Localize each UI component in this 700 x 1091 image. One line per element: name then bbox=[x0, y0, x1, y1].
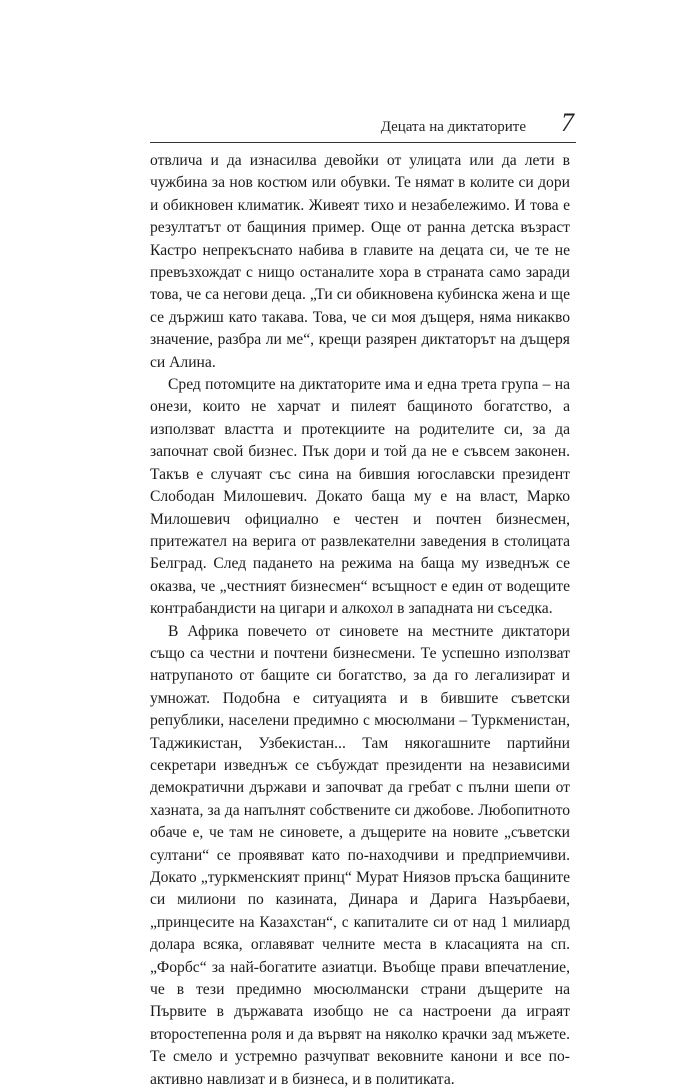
paragraph-3: В Африка повечето от синовете на местните диктатори също са честни и почтени бизнесмени. Те успешно използват натрупаното от бащите си богатство, за да го легализират и умножат. Подобна е ситуацията и в бившите съветски републики, населени предимно с мюсюлмани – Туркменистан, Таджикистан, Узбекистан... Там някогашните партийни секретари изведнъж се събуждат президенти на независими демократични държави и започват да гребат с пълни шепи от хазната, за да напълнят собствените си джобове. Любопитното обаче е, че там не синовете, а дъщерите на новите „съветски султани“ се проявяват като по-находчиви и предприемчиви. Докато „туркменският принц“ Мурат Ниязов пръска бащините си милиони по казината, Динара и Дарига Назърбаеви, „принцесите на Казахстан“, с капиталите си от над 1 милиард долара всяка, оглавяват челните места в класацията на сп. „Форбс“ за най-богатите азиатци. Въобще прави впечатление, че в тези предимно мюсюлмански страни дъщерите на Първите в държавата изобщо не са настроени да играят второстепенна роля и да вървят на няколко крачки зад мъжете. Те смело и устремно разчупват вековните канони и все по-активно навлизат и в бизнеса, и в политиката. bbox=[150, 622, 570, 1088]
running-header-title: Децата на диктаторите bbox=[380, 119, 526, 135]
page-number: 7 bbox=[561, 108, 574, 137]
paragraph-1: отвлича и да изнасилва девойки от улицата или да лети в чужбина за нов костюм или обувки. Те нямат в колите си дори и обикновен климатик. Живеят тихо и незабележимо. И това е резултатът от бащиния пример. Още от ранна детска възраст Кастро непрекъснато набива в главите на децата си, че те не превъзхождат с нищо останалите хора в страната само заради това, че са негови деца. „Ти си обикновена кубинска жена и ще се държиш като такава. Това, че си моя дъщеря, няма никакво значение, разбра ли ме“, крещи разярен диктаторът на дъщеря си Алина. bbox=[150, 152, 570, 371]
header-rule bbox=[150, 142, 576, 143]
paragraph-2: Сред потомците на диктаторите има и една трета група – на онези, които не харчат и пилеят бащиното богатство, а използват властта и протекциите на родителите си, за да започнат свой бизнес. Пък дори и той да не е съвсем законен. Такъв е случаят със сина на бившия югославски президент Слободан Милошевич. Докато баща му е на власт, Марко Милошевич официално е честен и почтен бизнесмен, притежател на верига от развлекателни заведения в столицата Белград. След падането на режима на баща му изведнъж се оказва, че „честният бизнесмен“ всъщност е един от водещите контрабандисти на цигари и алкохол в западната ни съседка. bbox=[150, 376, 570, 618]
running-header bbox=[150, 110, 576, 140]
body-text bbox=[150, 150, 570, 1091]
